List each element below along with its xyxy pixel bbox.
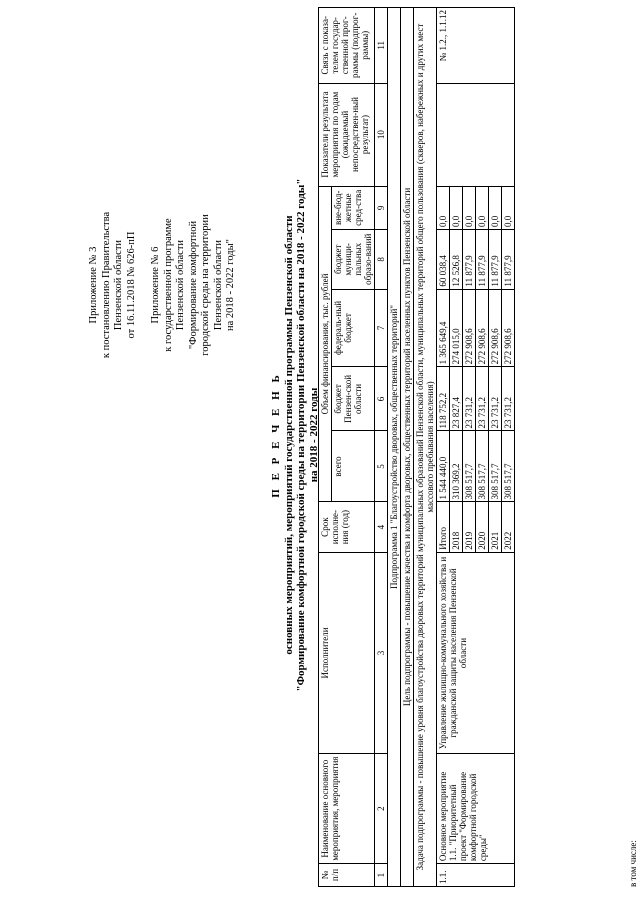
col-number: 2 [375,754,388,864]
cell-federal: 272 908,6 [476,289,489,367]
header-name: Наименование основного мероприятия, мероприятия [319,754,375,864]
cell-federal: 272 908,6 [463,289,476,367]
cell-year: 2019 [463,502,476,552]
header-municipal: бюджет муници-пальных образо-ваний [332,230,375,290]
item-no: 1.1. [437,864,515,887]
header-no: № п/п [319,864,375,887]
cell-total: 1 544 440,0 [437,431,450,502]
appendix-line: к постановлению Правительства [100,211,112,359]
appendix-line: к государственной программе [162,218,174,352]
goal-row: Цель подпрограммы - повышение качества и комфорта дворовых, общественных территорий населенных пунктов Пензенской области [401,8,414,887]
appendix-line: от 16.11.2018 № 626-пП [125,231,137,339]
cell-extra: 0,0 [463,186,476,229]
measures-table [318,7,515,887]
appendix-block [88,165,238,405]
cell-year: 2020 [476,502,489,552]
appendix-line: городской среды на территории [200,214,211,356]
cell-year: 2022 [502,502,515,552]
col-number: 7 [375,289,388,367]
table-row [437,8,450,887]
item-link: № 1.2., 1.1.12 [437,8,515,84]
appendix-line: Приложение № 3 [88,246,99,324]
cell-year: Итого [437,502,450,552]
title-line: на 2018 - 2022 годы [307,387,320,483]
cell-total: 308 517,7 [502,431,515,502]
appendix-line: Пензенской области [175,239,186,331]
cell-municipal: 11 877,9 [502,230,515,290]
cell-year: 2021 [489,502,502,552]
cell-regional: 23 731,2 [463,367,476,431]
header-executor: Исполнители [319,552,375,753]
item-name: Основное мероприятие 1.1. "Приоритетный проект "Формирование комфортной городской среды" [437,754,515,864]
cell-regional: 23 731,2 [476,367,489,431]
title-line: основных мероприятий, мероприятий государственной программы Пензенской области [282,215,295,655]
cell-federal: 272 908,6 [489,289,502,367]
cell-total: 310 369,2 [450,431,463,502]
header-extra: вне-бюд-жетные сред-ства [332,186,375,229]
cell-regional: 23 731,2 [502,367,515,431]
appendix-line: Приложение № 6 [150,246,161,324]
col-number: 4 [375,502,388,552]
appendix-line: Пензенской области [212,239,224,331]
cell-federal: 274 015,0 [450,289,463,367]
cell-year: 2018 [450,502,463,552]
subprogram-row: Подпрограмма 1 "Благоустройство дворовых, общественных территорий" [388,8,401,887]
col-number: 9 [375,186,388,229]
appendix-line: "Формирование комфортной [187,220,199,350]
cell-extra: 0,0 [450,186,463,229]
cell-extra: 0,0 [476,186,489,229]
task-row: Задача подпрограммы - повышение уровня благоустройства дворовых территорий муниципальных образований Пензенской области, муниципальных территорий общего пользования (скверов, набережных и других мест массового пребывания населения) [414,8,437,887]
cell-federal: 272 908,6 [502,289,515,367]
cell-regional: 23 731,2 [489,367,502,431]
cell-total: 308 517,7 [463,431,476,502]
header-regional: бюджет Пензен-ской области [332,367,375,431]
col-number: 3 [375,552,388,753]
cell-regional: 118 752,2 [437,367,450,431]
col-number: 5 [375,431,388,502]
cell-federal: 1 365 649,4 [437,289,450,367]
cell-municipal: 11 877,9 [476,230,489,290]
header-federal: федераль-ный бюджет [332,289,375,367]
cell-total: 308 517,7 [476,431,489,502]
col-number: 6 [375,367,388,431]
header-link: Связь с показа-телем государ-ственной прог-раммы (подпрог-раммы) [319,8,375,84]
col-number: 1 [375,864,388,887]
document-title [270,85,320,785]
cell-extra: 0,0 [502,186,515,229]
cell-total: 308 517,7 [489,431,502,502]
item-indicators [437,83,515,186]
title-line: "Формирование комфортной городской среды на территории Пензенской области на 2018 - 2022 годы" [295,178,307,692]
header-total: всего [332,431,375,502]
appendix-line: Пензенской области [113,239,124,331]
cell-extra: 0,0 [437,186,450,229]
header-indicators: Показатели результата мероприятия по годам (ожидаемый непосредствен-ный результат) [319,83,375,186]
cell-extra: 0,0 [489,186,502,229]
cell-municipal: 12 526,8 [450,230,463,290]
col-number: 10 [375,83,388,186]
col-number: 11 [375,8,388,84]
cell-regional: 23 827,4 [450,367,463,431]
header-term: Срок исполне-ния (год) [319,502,375,552]
appendix-line: на 2018 - 2022 годы" [225,239,236,331]
cell-municipal: 60 038,4 [437,230,450,290]
cell-municipal: 11 877,9 [463,230,476,290]
footnote: в том числе: [628,840,638,887]
title-heading: П Е Р Е Ч Е Н Ь [270,372,282,498]
header-funding: Объем финансирования, тыс. рублей [319,186,332,502]
item-executor: Управление жилищно-коммунального хозяйства и гражданской защиты населения Пензенской области [437,552,515,753]
col-number: 8 [375,230,388,290]
cell-municipal: 11 877,9 [489,230,502,290]
